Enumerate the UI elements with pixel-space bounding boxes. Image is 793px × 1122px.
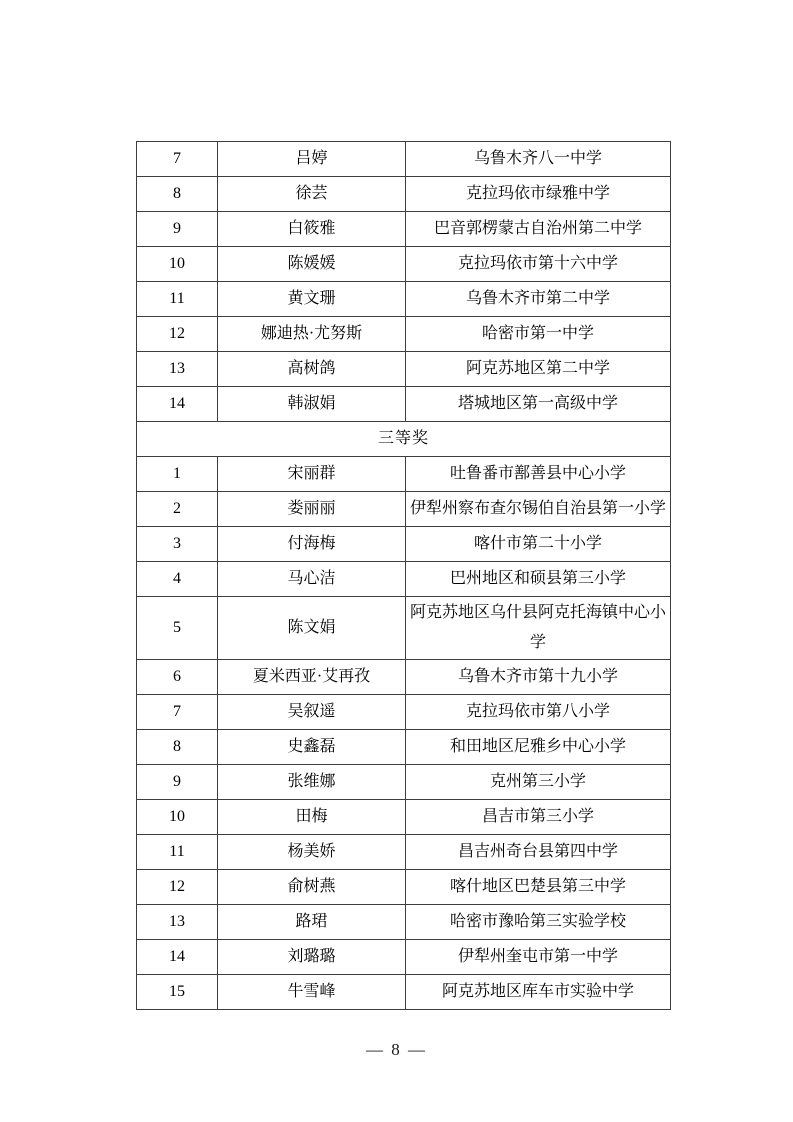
name-cell: 黄文珊 <box>218 282 406 317</box>
name-cell: 夏米西亚·艾再孜 <box>218 660 406 695</box>
school-cell: 阿克苏地区库车市实验中学 <box>406 975 671 1010</box>
table-row <box>137 695 671 730</box>
school-cell: 克州第三小学 <box>406 765 671 800</box>
name-cell: 牛雪峰 <box>218 975 406 1010</box>
school-cell: 克拉玛依市绿雅中学 <box>406 177 671 212</box>
name-cell: 娜迪热·尤努斯 <box>218 317 406 352</box>
rank-cell: 9 <box>137 212 218 247</box>
school-cell: 吐鲁番市鄯善县中心小学 <box>406 457 671 492</box>
name-cell: 白筱雅 <box>218 212 406 247</box>
school-cell: 喀什市第二十小学 <box>406 527 671 562</box>
rank-cell: 6 <box>137 660 218 695</box>
rank-cell: 7 <box>137 142 218 177</box>
table-row <box>137 177 671 212</box>
table-row <box>137 905 671 940</box>
rank-cell: 10 <box>137 247 218 282</box>
table-row <box>137 492 671 527</box>
table-row <box>137 835 671 870</box>
table-row <box>137 317 671 352</box>
school-cell: 昌吉市第三小学 <box>406 800 671 835</box>
rank-cell: 2 <box>137 492 218 527</box>
award-table <box>136 141 671 1010</box>
rank-cell: 5 <box>137 597 218 660</box>
table-row <box>137 527 671 562</box>
school-cell: 乌鲁木齐市第二中学 <box>406 282 671 317</box>
school-cell: 乌鲁木齐市第十九小学 <box>406 660 671 695</box>
name-cell: 吴叙遥 <box>218 695 406 730</box>
rank-cell: 14 <box>137 387 218 422</box>
table-row <box>137 660 671 695</box>
rank-cell: 12 <box>137 870 218 905</box>
school-cell: 乌鲁木齐八一中学 <box>406 142 671 177</box>
rank-cell: 15 <box>137 975 218 1010</box>
school-cell: 昌吉州奇台县第四中学 <box>406 835 671 870</box>
name-cell: 田梅 <box>218 800 406 835</box>
school-cell: 喀什地区巴楚县第三中学 <box>406 870 671 905</box>
rank-cell: 11 <box>137 835 218 870</box>
table-row <box>137 765 671 800</box>
school-cell: 哈密市豫哈第三实验学校 <box>406 905 671 940</box>
award-table-container <box>136 141 671 1010</box>
rank-cell: 10 <box>137 800 218 835</box>
table-row <box>137 387 671 422</box>
rank-cell: 3 <box>137 527 218 562</box>
name-cell: 杨美娇 <box>218 835 406 870</box>
name-cell: 陈文娟 <box>218 597 406 660</box>
table-row <box>137 800 671 835</box>
table-row <box>137 562 671 597</box>
school-cell: 阿克苏地区第二中学 <box>406 352 671 387</box>
section-header-row <box>137 422 671 457</box>
rank-cell: 1 <box>137 457 218 492</box>
table-row <box>137 212 671 247</box>
name-cell: 马心洁 <box>218 562 406 597</box>
table-row <box>137 730 671 765</box>
name-cell: 刘璐璐 <box>218 940 406 975</box>
table-row <box>137 142 671 177</box>
rank-cell: 4 <box>137 562 218 597</box>
school-cell: 阿克苏地区乌什县阿克托海镇中心小学 <box>406 597 671 660</box>
rank-cell: 8 <box>137 730 218 765</box>
page-number: — 8 — <box>366 1040 427 1059</box>
table-row <box>137 975 671 1010</box>
school-cell: 塔城地区第一高级中学 <box>406 387 671 422</box>
name-cell: 陈媛媛 <box>218 247 406 282</box>
school-cell: 巴音郭楞蒙古自治州第二中学 <box>406 212 671 247</box>
name-cell: 路珺 <box>218 905 406 940</box>
name-cell: 吕婷 <box>218 142 406 177</box>
name-cell: 徐芸 <box>218 177 406 212</box>
table-row <box>137 282 671 317</box>
name-cell: 张维娜 <box>218 765 406 800</box>
table-row <box>137 870 671 905</box>
school-cell: 哈密市第一中学 <box>406 317 671 352</box>
table-row <box>137 597 671 660</box>
name-cell: 高树鸽 <box>218 352 406 387</box>
rank-cell: 11 <box>137 282 218 317</box>
table-row <box>137 457 671 492</box>
name-cell: 俞树燕 <box>218 870 406 905</box>
name-cell: 史鑫磊 <box>218 730 406 765</box>
rank-cell: 13 <box>137 905 218 940</box>
rank-cell: 7 <box>137 695 218 730</box>
school-cell: 克拉玛依市第八小学 <box>406 695 671 730</box>
name-cell: 宋丽群 <box>218 457 406 492</box>
rank-cell: 8 <box>137 177 218 212</box>
rank-cell: 12 <box>137 317 218 352</box>
name-cell: 娄丽丽 <box>218 492 406 527</box>
school-cell: 伊犁州察布查尔锡伯自治县第一小学 <box>406 492 671 527</box>
name-cell: 韩淑娟 <box>218 387 406 422</box>
rank-cell: 14 <box>137 940 218 975</box>
table-row <box>137 352 671 387</box>
school-cell: 克拉玛依市第十六中学 <box>406 247 671 282</box>
rank-cell: 9 <box>137 765 218 800</box>
rank-cell: 13 <box>137 352 218 387</box>
table-row <box>137 940 671 975</box>
school-cell: 巴州地区和硕县第三小学 <box>406 562 671 597</box>
table-row <box>137 247 671 282</box>
section-title-third-prize: 三等奖 <box>137 422 671 457</box>
award-table-body <box>137 142 671 1010</box>
name-cell: 付海梅 <box>218 527 406 562</box>
school-cell: 和田地区尼雅乡中心小学 <box>406 730 671 765</box>
school-cell: 伊犁州奎屯市第一中学 <box>406 940 671 975</box>
